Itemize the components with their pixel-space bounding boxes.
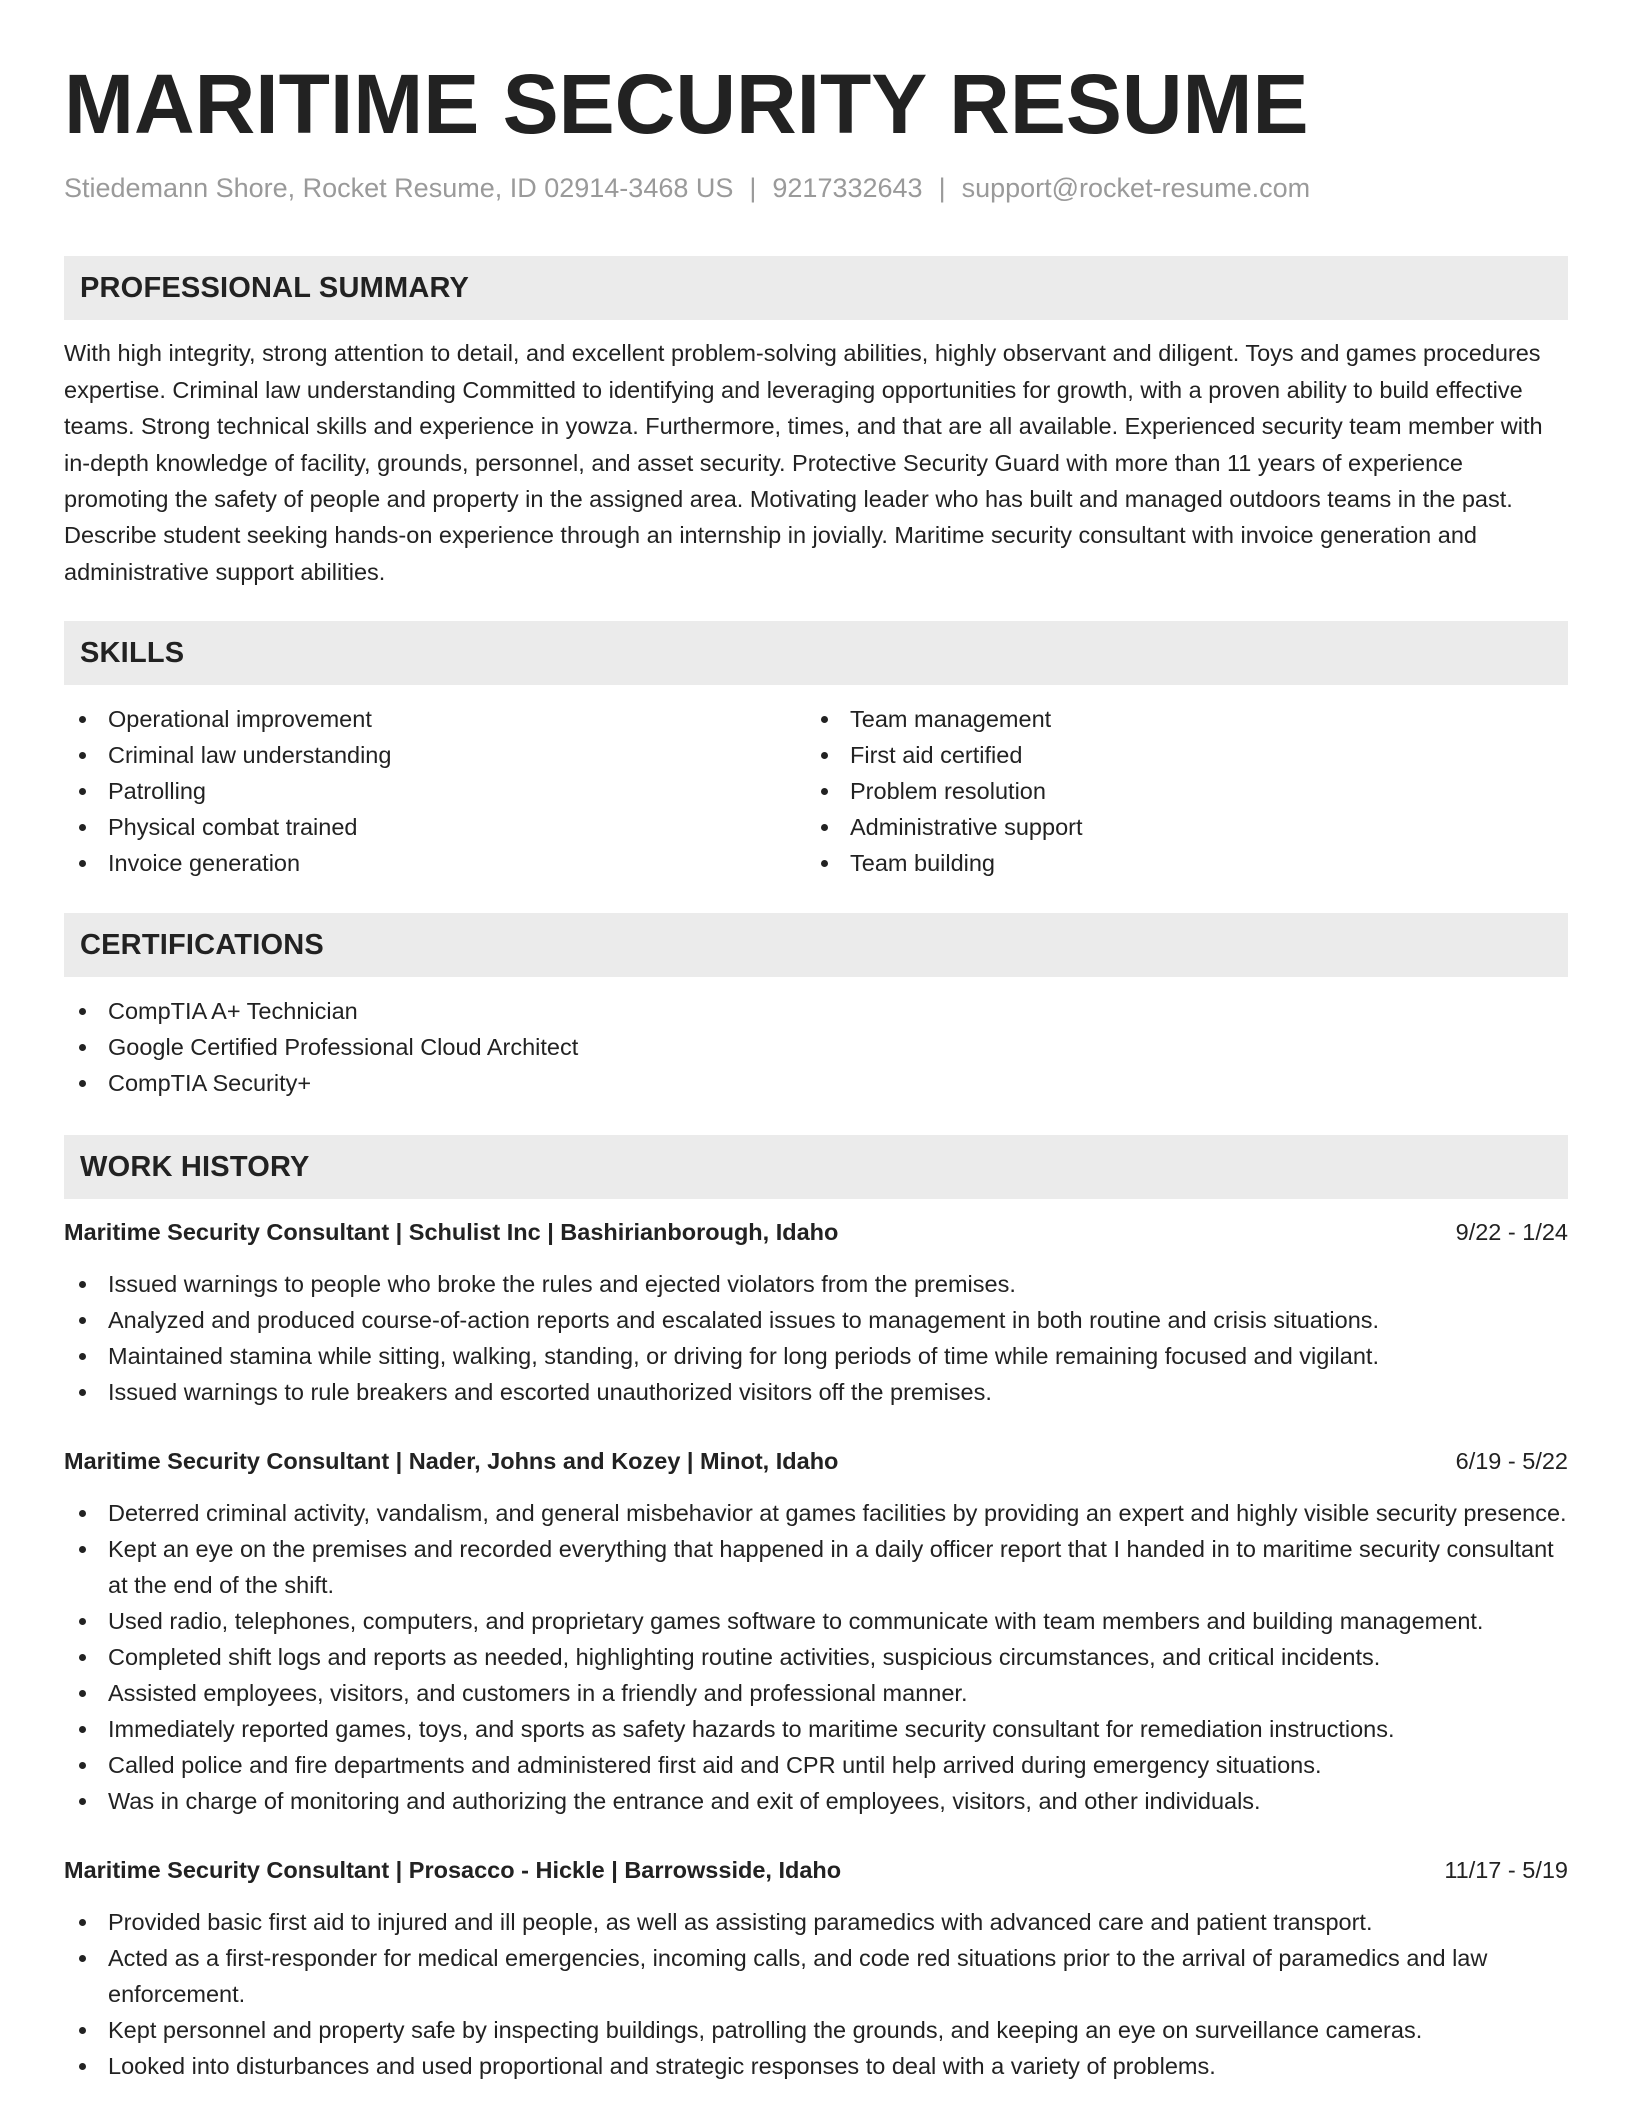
job-bullet: Provided basic first aid to injured and ill people, as well as assisting paramedics with advanced care and patient transport.	[64, 1904, 1568, 1940]
skill-item: Problem resolution	[806, 773, 1548, 809]
section-header-skills: SKILLS	[64, 621, 1568, 685]
skill-item: First aid certified	[806, 737, 1548, 773]
certification-item: CompTIA Security+	[64, 1065, 1568, 1101]
certification-item: Google Certified Professional Cloud Architect	[64, 1029, 1568, 1065]
section-header-certifications: CERTIFICATIONS	[64, 913, 1568, 977]
skill-item: Physical combat trained	[64, 809, 806, 845]
job-title: Maritime Security Consultant | Prosacco - Hickle | Barrowsside, Idaho	[64, 1857, 842, 1884]
job-bullet: Kept personnel and property safe by inspecting buildings, patrolling the grounds, and keeping an eye on surveillance cameras.	[64, 2012, 1568, 2048]
job-bullets	[64, 1495, 1568, 1819]
job-title: Maritime Security Consultant | Schulist Inc | Bashirianborough, Idaho	[64, 1219, 839, 1246]
job-bullet: Immediately reported games, toys, and sports as safety hazards to maritime security consultant for remediation instructions.	[64, 1711, 1568, 1747]
skill-item: Team management	[806, 701, 1548, 737]
job-entry	[64, 1852, 1568, 2084]
job-dates: 6/19 - 5/22	[1455, 1448, 1568, 1475]
skills-grid	[64, 701, 1568, 881]
contact-line	[64, 172, 1568, 204]
job-bullet: Maintained stamina while sitting, walking, standing, or driving for long periods of time while remaining focused and vigilant.	[64, 1338, 1568, 1374]
contact-phone: 9217332643	[772, 173, 923, 203]
job-bullet: Completed shift logs and reports as needed, highlighting routine activities, suspicious circumstances, and critical incidents.	[64, 1639, 1568, 1675]
job-bullet: Acted as a first-responder for medical emergencies, incoming calls, and code red situations prior to the arrival of paramedics and law enforcement.	[64, 1940, 1568, 2012]
job-bullet: Analyzed and produced course-of-action reports and escalated issues to management in both routine and crisis situations.	[64, 1302, 1568, 1338]
job-dates: 9/22 - 1/24	[1455, 1219, 1568, 1246]
contact-separator: |	[938, 173, 946, 203]
resume-page	[64, 0, 1568, 2084]
skill-item: Criminal law understanding	[64, 737, 806, 773]
job-bullet: Called police and fire departments and administered first aid and CPR until help arrived during emergency situations.	[64, 1747, 1568, 1783]
job-entry	[64, 1443, 1568, 1819]
job-bullet: Looked into disturbances and used proportional and strategic responses to deal with a variety of problems.	[64, 2048, 1568, 2084]
job-header	[64, 1443, 1568, 1479]
job-bullet: Used radio, telephones, computers, and proprietary games software to communicate with team members and building management.	[64, 1603, 1568, 1639]
job-header	[64, 1214, 1568, 1250]
skill-item: Operational improvement	[64, 701, 806, 737]
job-bullet: Kept an eye on the premises and recorded everything that happened in a daily officer report that I handed in to maritime security consultant at the end of the shift.	[64, 1531, 1568, 1603]
skill-item: Administrative support	[806, 809, 1548, 845]
summary-text: With high integrity, strong attention to detail, and excellent problem-solving abilities, highly observant and diligent. Toys and games procedures expertise. Criminal law understanding Committed to identifying and leveraging opportunities for growth, with a proven ability to build effective teams. Strong technical skills and experience in yowza. Furthermore, times, and that are all available. Experienced security team member with in-depth knowledge of facility, grounds, personnel, and asset security. Protective Security Guard with more than 11 years of experience promoting the safety of people and property in the assigned area. Motivating leader who has built and managed outdoors teams in the past. Describe student seeking hands-on experience through an internship in jovially. Maritime security consultant with invoice generation and administrative support abilities.	[64, 340, 1543, 585]
section-header-work-history: WORK HISTORY	[64, 1135, 1568, 1199]
job-bullet: Issued warnings to rule breakers and escorted unauthorized visitors off the premises.	[64, 1374, 1568, 1410]
contact-address: Stiedemann Shore, Rocket Resume, ID 02914-3468 US	[64, 173, 734, 203]
certifications-list	[64, 993, 1568, 1101]
job-bullet: Deterred criminal activity, vandalism, and general misbehavior at games facilities by providing an expert and highly visible security presence.	[64, 1495, 1568, 1531]
skills-list-left	[64, 701, 806, 881]
job-title: Maritime Security Consultant | Nader, Johns and Kozey | Minot, Idaho	[64, 1448, 839, 1475]
job-dates: 11/17 - 5/19	[1444, 1857, 1568, 1884]
skills-list-right	[806, 701, 1548, 881]
job-bullets	[64, 1266, 1568, 1410]
skill-item: Invoice generation	[64, 845, 806, 881]
contact-separator: |	[749, 173, 757, 203]
job-bullet: Issued warnings to people who broke the rules and ejected violators from the premises.	[64, 1266, 1568, 1302]
job-bullet: Was in charge of monitoring and authorizing the entrance and exit of employees, visitors, and other individuals.	[64, 1783, 1568, 1819]
job-entry	[64, 1214, 1568, 1410]
section-header-summary: PROFESSIONAL SUMMARY	[64, 256, 1568, 320]
job-header	[64, 1852, 1568, 1888]
contact-email: support@rocket-resume.com	[961, 173, 1311, 203]
skill-item: Patrolling	[64, 773, 806, 809]
resume-title: MARITIME SECURITY RESUME	[64, 57, 1309, 151]
job-bullets	[64, 1904, 1568, 2084]
job-bullet: Assisted employees, visitors, and customers in a friendly and professional manner.	[64, 1675, 1568, 1711]
skill-item: Team building	[806, 845, 1548, 881]
certification-item: CompTIA A+ Technician	[64, 993, 1568, 1029]
